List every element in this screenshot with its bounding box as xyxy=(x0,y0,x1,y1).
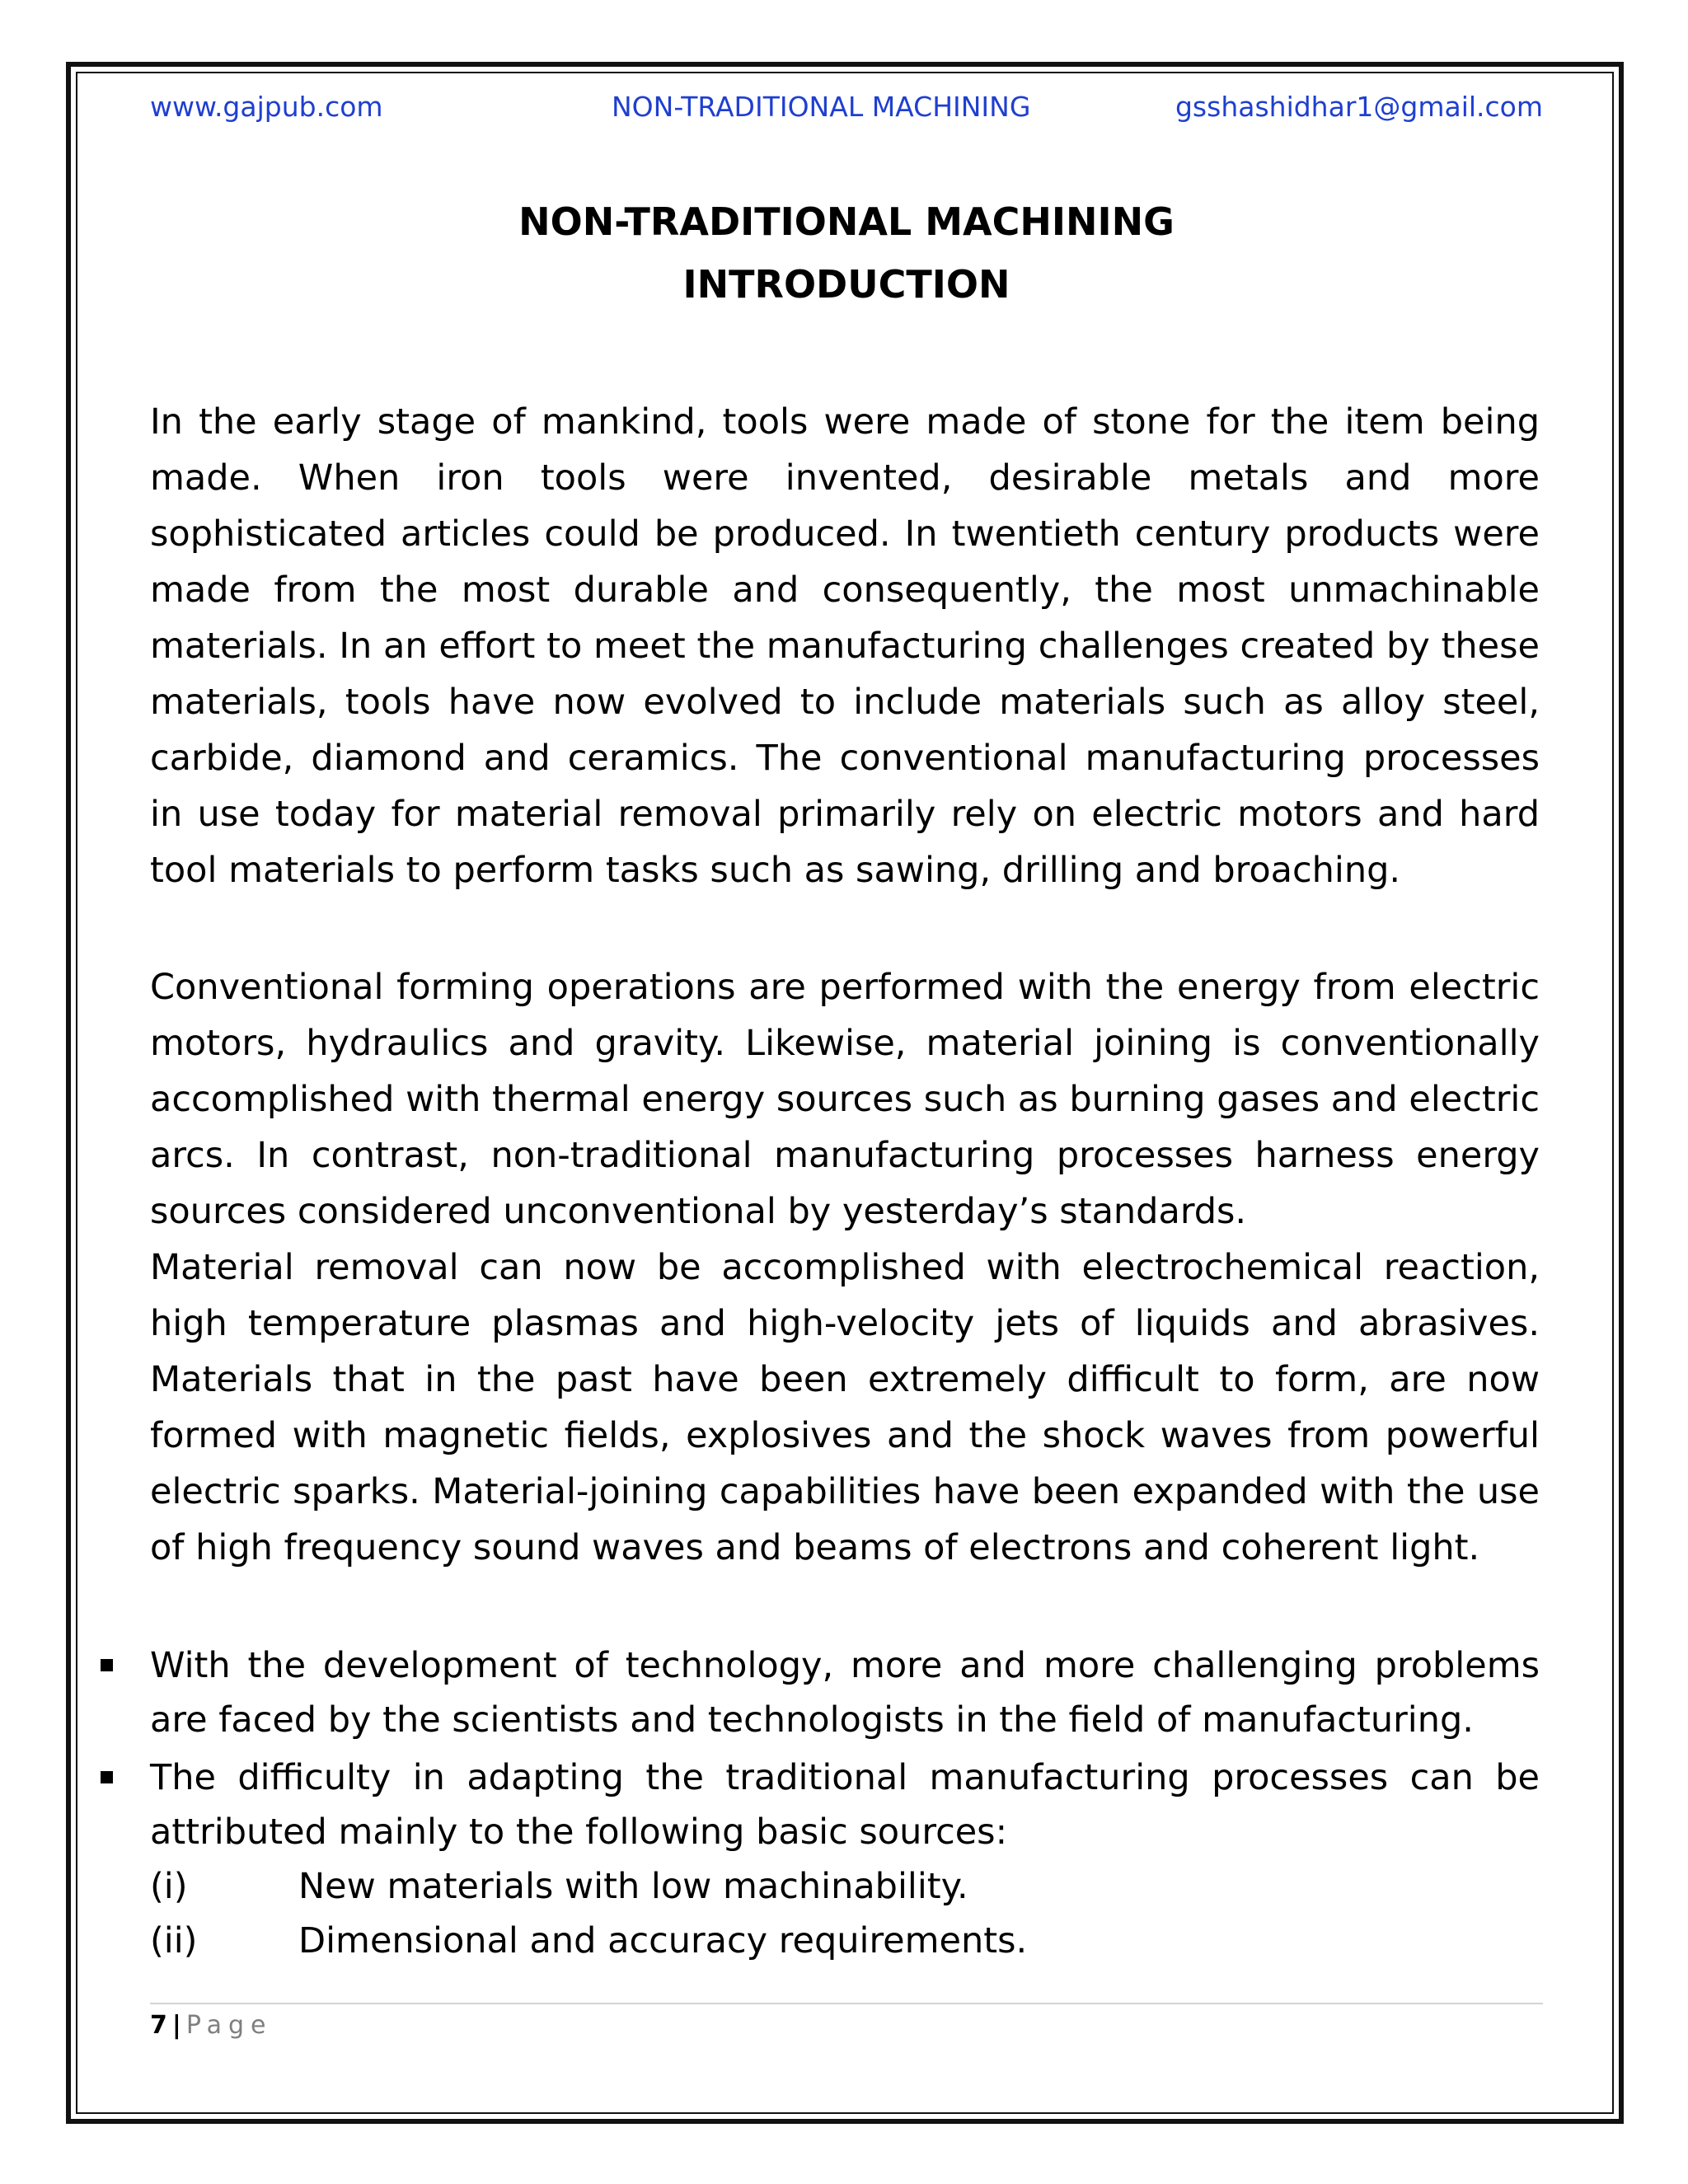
header-subject: NON-TRADITIONAL MACHINING xyxy=(612,91,1031,123)
bullet-text: The difficulty in adapting the traditional manufacturing processes can be attributed mainly to the following basic sources: xyxy=(150,1757,1540,1853)
header-website: www.gajpub.com xyxy=(150,91,383,123)
page-header xyxy=(150,91,1543,127)
source-text: New materials with low machinability. xyxy=(298,1866,968,1907)
bullet-item xyxy=(150,1638,1540,1747)
section-title: INTRODUCTION xyxy=(682,262,1010,307)
square-bullet-icon xyxy=(101,1771,113,1783)
square-bullet-icon xyxy=(101,1659,113,1671)
bullet-list xyxy=(150,1638,1540,1971)
footer-separator: | xyxy=(171,2011,181,2040)
source-number: (i) xyxy=(150,1866,188,1907)
page-label: Page xyxy=(185,2011,273,2040)
header-email: gsshashidhar1@gmail.com xyxy=(1175,91,1543,123)
paragraph-conventional: Conventional forming operations are performed with the energy from electric motors, hydraulics and gravity. Likewise, material joining is conventionally accomplished with thermal energy sources such as burning gases and electric arcs. In contrast, non-traditional manufacturing processes harness energy sources considered unconventional by yesterday’s standards. xyxy=(150,967,1540,1232)
paragraph-intro: In the early stage of mankind, tools were made of stone for the item being made. When iron tools were invented, desirable metals and more sophisticated articles could be produced. In twentieth century products were made from the most durable and consequently, the most unmachinable materials. In an effort to meet the manufacturing challenges created by these materials, tools have now evolved to include materials such as alloy steel, carbide, diamond and ceramics. The conventional manufacturing processes in use today for material removal primarily rely on electric motors and hard tool materials to perform tasks such as sawing, drilling and broaching. xyxy=(150,401,1540,891)
source-number: (ii) xyxy=(150,1920,198,1961)
footer-divider xyxy=(150,2003,1543,2004)
page-number: 7 xyxy=(150,2011,167,2040)
document-title: NON-TRADITIONAL MACHINING xyxy=(518,199,1175,244)
sources-list xyxy=(150,1859,1540,1968)
page-footer xyxy=(150,2011,272,2040)
source-text: Dimensional and accuracy requirements. xyxy=(298,1920,1028,1961)
bullet-item xyxy=(150,1750,1540,1968)
bullet-text: With the development of technology, more and more challenging problems are faced by the scientists and technologists in the field of manufacturing. xyxy=(150,1645,1540,1741)
paragraph-material-removal: Material removal can now be accomplished with electrochemical reaction, high temperature plasmas and high-velocity jets of liquids and abrasives. Materials that in the past have been extremely difficult to form, are now formed with magnetic fields, explosives and the shock waves from powerful electric sparks. Material-joining capabilities have been expanded with the use of high frequency sound waves and beams of electrons and coherent light. xyxy=(150,1247,1540,1568)
source-item xyxy=(150,1859,1540,1914)
source-item xyxy=(150,1914,1540,1968)
